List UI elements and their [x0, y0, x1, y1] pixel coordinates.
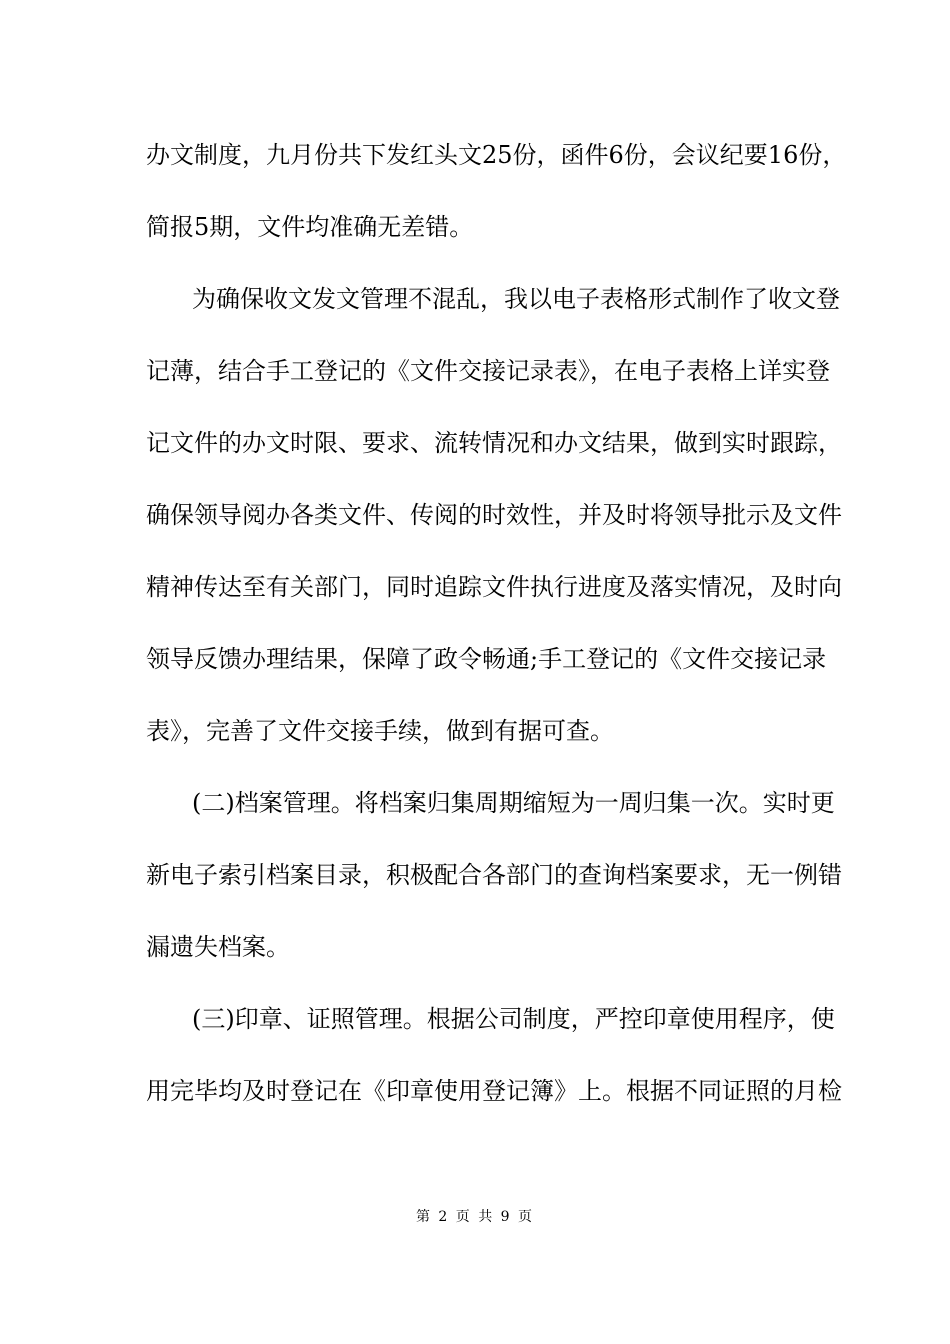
text-line: (二)档案管理。将档案归集周期缩短为一周归集一次。实时更 — [192, 789, 835, 817]
text-line: 用完毕均及时登记在《印章使用登记簿》上。根据不同证照的月检 — [146, 1077, 842, 1105]
text-line: 记文件的办文时限、要求、流转情况和办文结果，做到实时跟踪， — [146, 429, 842, 457]
text-line: 简报5期，文件均准确无差错。 — [146, 213, 474, 241]
text-line: 新电子索引档案目录，积极配合各部门的查询档案要求，无一例错 — [146, 861, 842, 889]
page-number-footer: 第 2 页 共 9 页 — [415, 1209, 535, 1225]
text-line: 精神传达至有关部门，同时追踪文件执行进度及落实情况，及时向 — [146, 573, 842, 601]
text-line: 为确保收文发文管理不混乱，我以电子表格形式制作了收文登 — [192, 285, 840, 313]
text-line: (三)印章、证照管理。根据公司制度，严控印章使用程序，使 — [192, 1005, 835, 1033]
text-line: 表》，完善了文件交接手续，做到有据可查。 — [146, 717, 614, 745]
text-line: 确保领导阅办各类文件、传阅的时效性，并及时将领导批示及文件 — [146, 501, 842, 529]
document-body — [146, 131, 847, 1139]
text-line: 办文制度，九月份共下发红头文25份，函件6份，会议纪要16份， — [146, 141, 847, 169]
text-line: 漏遗失档案。 — [146, 933, 290, 961]
text-line: 记薄，结合手工登记的《文件交接记录表》，在电子表格上详实登 — [146, 357, 830, 385]
text-line: 领导反馈办理结果，保障了政令畅通;手工登记的《文件交接记录 — [146, 645, 827, 673]
